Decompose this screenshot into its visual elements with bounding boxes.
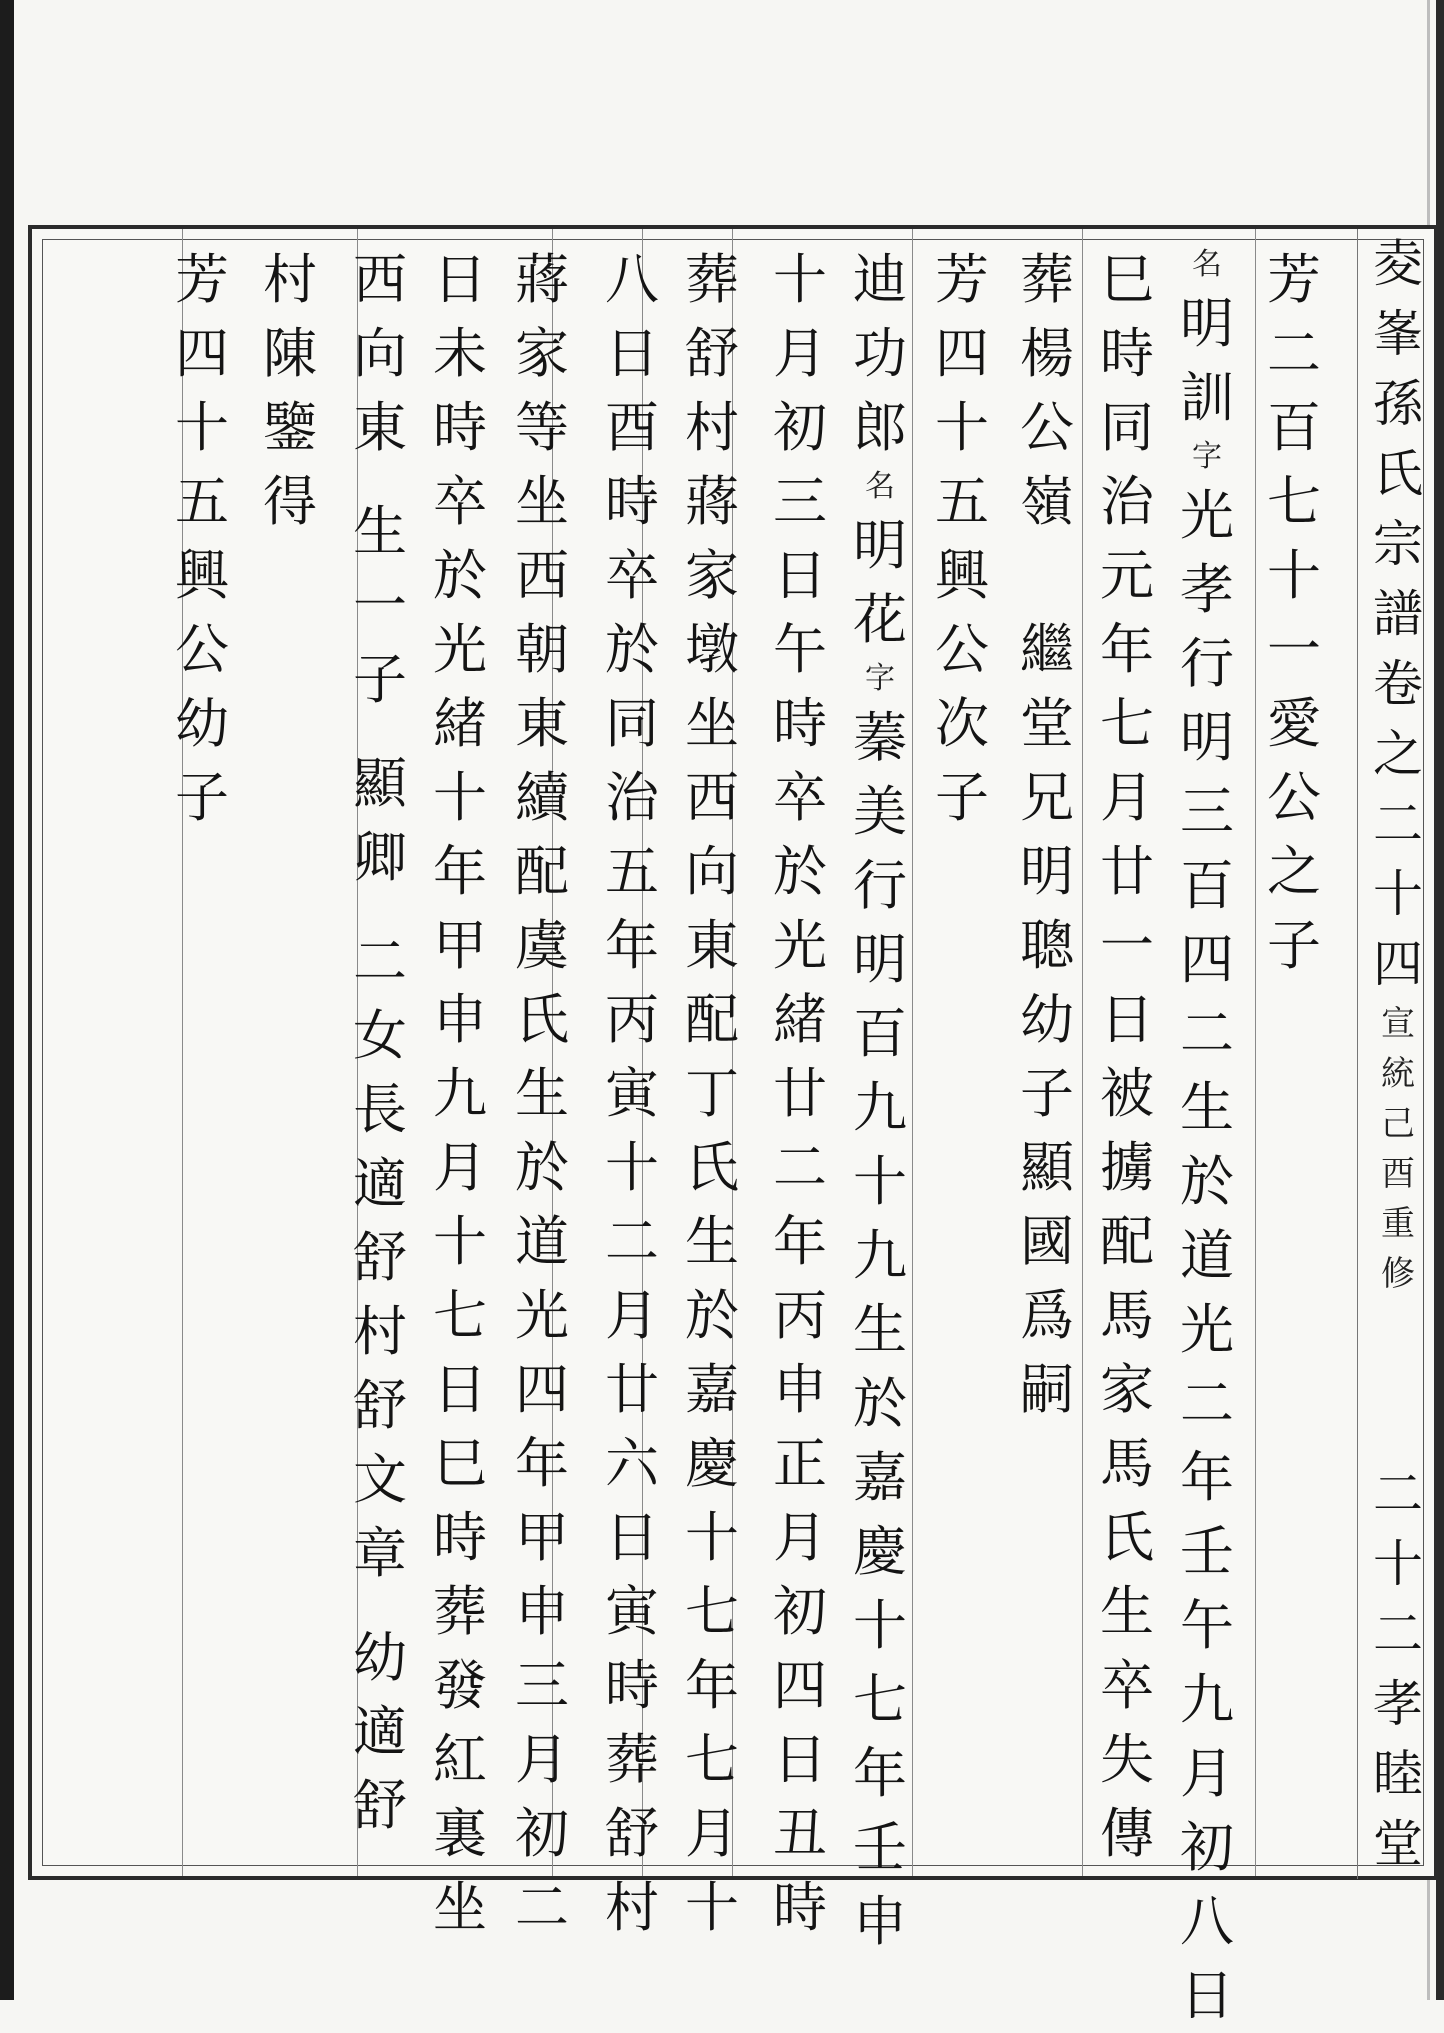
text-char: 二	[1180, 1372, 1234, 1435]
text-char: 三	[1180, 780, 1234, 843]
text-char: 五	[605, 840, 659, 903]
text-char: 兄	[1020, 766, 1074, 829]
text-char: 嘉	[853, 1446, 907, 1509]
text-char: 村	[263, 248, 317, 311]
text-char: 廿	[1100, 840, 1154, 903]
text-char: 廿	[605, 1358, 659, 1421]
text-column-c8	[672, 243, 752, 1939]
hall-char: 孝	[1373, 1675, 1423, 1733]
text-char: 舒	[353, 1226, 407, 1289]
text-char: 生	[1100, 1580, 1154, 1643]
text-char: 七	[1267, 470, 1321, 533]
text-column-c9	[592, 243, 672, 1939]
text-char: 文	[353, 1448, 407, 1511]
text-char: 子	[353, 648, 407, 711]
text-char: 興	[175, 544, 229, 607]
text-char: 幼	[175, 692, 229, 755]
text-char: 迪	[853, 248, 907, 311]
text-char: 九	[433, 1062, 487, 1125]
text-char: 十	[175, 396, 229, 459]
volume-label	[1373, 649, 1423, 999]
text-char: 二	[515, 1876, 569, 1939]
text-char: 於	[515, 1136, 569, 1199]
text-char: 墩	[685, 618, 739, 681]
text-char: 堂	[1020, 692, 1074, 755]
text-char: 於	[853, 1372, 907, 1435]
text-char: 初	[773, 396, 827, 459]
text-char: 初	[773, 1580, 827, 1643]
text-char: 氏	[515, 988, 569, 1051]
text-char: 楊	[1020, 322, 1074, 385]
text-char: 於	[1180, 1150, 1234, 1213]
text-char: 明	[853, 928, 907, 991]
text-char: 百	[1180, 854, 1234, 917]
text-char: 擄	[1100, 1136, 1154, 1199]
text-char: 月	[515, 1728, 569, 1791]
title-char: 氏	[1373, 445, 1423, 503]
text-char: 西	[515, 544, 569, 607]
text-char: 八	[1180, 1890, 1234, 1953]
text-char: 十	[605, 1136, 659, 1199]
text-char: 光	[433, 618, 487, 681]
text-char: 明	[1180, 706, 1234, 769]
text-char: 十	[935, 396, 989, 459]
text-char: 於	[605, 618, 659, 681]
volume-char: 十	[1373, 865, 1423, 923]
folio-char: 十	[1373, 1535, 1423, 1593]
text-char: 東	[515, 692, 569, 755]
text-column-c11	[420, 243, 500, 1939]
text-char: 明	[1020, 840, 1074, 903]
text-char: 嘉	[685, 1358, 739, 1421]
text-char: 虞	[515, 914, 569, 977]
text-char: 家	[1100, 1358, 1154, 1421]
text-char: 卒	[773, 766, 827, 829]
text-char: 西	[353, 248, 407, 311]
text-char: 舒	[685, 322, 739, 385]
text-char: 申	[853, 1890, 907, 1953]
text-column-c1	[1254, 243, 1334, 1843]
text-char: 百	[853, 1002, 907, 1065]
text-char: 月	[1100, 766, 1154, 829]
text-char: 光	[773, 914, 827, 977]
title-char: 夌	[1373, 235, 1423, 293]
text-char: 甲	[515, 1506, 569, 1569]
text-char: 正	[773, 1432, 827, 1495]
text-char: 午	[773, 618, 827, 681]
text-char: 治	[605, 766, 659, 829]
text-char: 陳	[263, 322, 317, 385]
text-char: 公	[1267, 766, 1321, 829]
text-char: 子	[935, 766, 989, 829]
text-char: 蔣	[685, 470, 739, 533]
text-char: 五	[175, 470, 229, 533]
text-column-c6	[840, 243, 920, 1953]
text-char: 葬	[605, 1728, 659, 1791]
text-char: 二	[1180, 1002, 1234, 1065]
edition-char: 修	[1381, 1254, 1415, 1294]
text-char: 二	[773, 1136, 827, 1199]
text-char: 裏	[433, 1802, 487, 1865]
text-column-c14	[162, 243, 242, 1843]
text-char: 村	[685, 396, 739, 459]
annotation-char: 字	[865, 661, 895, 696]
text-char: 二	[605, 1210, 659, 1273]
book-title	[1373, 229, 1423, 649]
text-char: 時	[433, 1506, 487, 1569]
text-char: 失	[1100, 1728, 1154, 1791]
text-char: 嗣	[1020, 1358, 1074, 1421]
text-char: 國	[1020, 1210, 1074, 1273]
text-char: 卒	[433, 470, 487, 533]
text-char: 日	[433, 248, 487, 311]
edition-char: 酉	[1381, 1154, 1415, 1194]
text-char: 九	[853, 1224, 907, 1287]
text-char: 顯	[353, 752, 407, 815]
text-char: 子	[1267, 914, 1321, 977]
text-char: 緒	[433, 692, 487, 755]
volume-char: 之	[1373, 725, 1423, 783]
text-char: 訓	[1180, 366, 1234, 429]
text-char: 之	[1267, 840, 1321, 903]
text-char: 馬	[1100, 1284, 1154, 1347]
text-char: 十	[853, 1150, 907, 1213]
text-char: 舒	[353, 1774, 407, 1837]
text-char: 丑	[773, 1802, 827, 1865]
book-margin-column	[1357, 229, 1438, 1879]
text-char: 七	[685, 1728, 739, 1791]
text-char: 西	[685, 766, 739, 829]
text-char: 日	[433, 1358, 487, 1421]
text-char: 一	[1267, 618, 1321, 681]
text-char: 日	[605, 322, 659, 385]
text-char: 壬	[853, 1816, 907, 1879]
text-char: 四	[175, 322, 229, 385]
text-column-c2	[1167, 243, 1247, 2027]
text-char: 生	[353, 500, 407, 563]
text-char: 東	[353, 396, 407, 459]
text-char: 年	[773, 1210, 827, 1273]
text-char: 光	[1180, 1298, 1234, 1361]
text-column-c13	[250, 243, 330, 1843]
text-char: 二	[1267, 322, 1321, 385]
text-char: 村	[605, 1876, 659, 1939]
text-char: 孝	[1180, 558, 1234, 621]
text-char: 初	[1180, 1816, 1234, 1879]
text-char: 馬	[1100, 1432, 1154, 1495]
text-char: 月	[433, 1136, 487, 1199]
text-char: 光	[515, 1284, 569, 1347]
text-char: 章	[353, 1522, 407, 1585]
text-char: 葬	[433, 1580, 487, 1643]
text-char: 氏	[1100, 1506, 1154, 1569]
title-char: 譜	[1373, 585, 1423, 643]
text-char: 十	[853, 1594, 907, 1657]
text-char: 於	[773, 840, 827, 903]
text-char: 日	[1100, 988, 1154, 1051]
text-char: 家	[515, 322, 569, 385]
text-char: 公	[935, 618, 989, 681]
text-char: 明	[1180, 292, 1234, 355]
hall-name	[1373, 1669, 1423, 1879]
text-frame	[28, 225, 1438, 2027]
text-char: 公	[175, 618, 229, 681]
text-char: 十	[433, 1210, 487, 1273]
text-char: 申	[515, 1580, 569, 1643]
text-char: 朝	[515, 618, 569, 681]
text-char: 甲	[433, 914, 487, 977]
text-char: 寅	[605, 1580, 659, 1643]
text-char: 年	[1100, 618, 1154, 681]
text-char: 五	[935, 470, 989, 533]
text-char: 巳	[433, 1432, 487, 1495]
text-char: 初	[515, 1802, 569, 1865]
text-char: 適	[353, 1700, 407, 1763]
text-char: 次	[935, 692, 989, 755]
annotation-char: 名	[865, 469, 895, 504]
text-char: 家	[685, 544, 739, 607]
text-char: 行	[853, 854, 907, 917]
edition-char: 己	[1381, 1104, 1415, 1144]
text-column-c7	[760, 243, 840, 1939]
text-char: 時	[433, 396, 487, 459]
text-char: 月	[685, 1802, 739, 1865]
text-char: 村	[353, 1300, 407, 1363]
text-char: 時	[605, 470, 659, 533]
text-char: 寅	[605, 1062, 659, 1125]
hall-char: 堂	[1373, 1815, 1423, 1873]
text-char: 八	[605, 248, 659, 311]
text-char: 年	[853, 1742, 907, 1805]
text-char: 蓁	[853, 706, 907, 769]
text-char: 七	[1100, 692, 1154, 755]
edition-label	[1381, 999, 1415, 1299]
text-char: 紅	[433, 1728, 487, 1791]
text-char: 年	[605, 914, 659, 977]
text-char: 向	[685, 840, 739, 903]
text-char: 公	[1020, 396, 1074, 459]
text-char: 未	[433, 322, 487, 385]
text-char: 十	[685, 1506, 739, 1569]
text-char: 四	[773, 1654, 827, 1717]
text-char: 日	[605, 1506, 659, 1569]
text-char: 年	[433, 840, 487, 903]
text-char: 月	[605, 1284, 659, 1347]
text-char: 申	[433, 988, 487, 1051]
text-char: 葬	[685, 248, 739, 311]
text-char: 生	[853, 1298, 907, 1361]
text-char: 月	[773, 322, 827, 385]
annotation-char: 名	[1192, 247, 1222, 282]
text-char: 子	[1020, 1062, 1074, 1125]
text-char: 二	[353, 930, 407, 993]
text-char: 於	[685, 1284, 739, 1347]
text-char: 得	[263, 470, 317, 533]
text-char: 美	[853, 780, 907, 843]
text-char: 巳	[1100, 248, 1154, 311]
text-char: 傳	[1100, 1802, 1154, 1865]
text-char: 七	[685, 1580, 739, 1643]
text-char: 坐	[685, 692, 739, 755]
text-char: 行	[1180, 632, 1234, 695]
text-char: 芳	[175, 248, 229, 311]
folio-char: 二	[1373, 1605, 1423, 1663]
text-char: 時	[605, 1654, 659, 1717]
text-char: 日	[773, 1728, 827, 1791]
text-char: 年	[1180, 1446, 1234, 1509]
annotation-char: 字	[1192, 439, 1222, 474]
hall-char: 睦	[1373, 1745, 1423, 1803]
text-char: 丙	[773, 1284, 827, 1347]
text-char: 配	[1100, 1210, 1154, 1273]
text-char: 發	[433, 1654, 487, 1717]
text-char: 卒	[605, 544, 659, 607]
text-char: 續	[515, 766, 569, 829]
folio-number	[1373, 1459, 1423, 1669]
text-char: 丁	[685, 1062, 739, 1125]
text-char: 坐	[515, 470, 569, 533]
text-char: 道	[1180, 1224, 1234, 1287]
text-char: 舒	[605, 1802, 659, 1865]
text-char: 百	[1267, 396, 1321, 459]
text-char: 一	[353, 574, 407, 637]
text-char: 同	[1100, 396, 1154, 459]
text-char: 芳	[935, 248, 989, 311]
title-char: 孫	[1373, 375, 1423, 433]
text-char: 配	[685, 988, 739, 1051]
text-char: 十	[1267, 544, 1321, 607]
text-char: 時	[1100, 322, 1154, 385]
text-char: 慶	[853, 1520, 907, 1583]
text-char: 郎	[853, 396, 907, 459]
text-char: 於	[433, 544, 487, 607]
text-char: 向	[353, 322, 407, 385]
text-char: 三	[773, 470, 827, 533]
text-char: 芳	[1267, 248, 1321, 311]
text-char: 生	[515, 1062, 569, 1125]
text-char: 日	[773, 544, 827, 607]
text-char: 慶	[685, 1432, 739, 1495]
text-char: 七	[433, 1284, 487, 1347]
text-char: 六	[605, 1432, 659, 1495]
text-char: 十	[773, 248, 827, 311]
text-char: 年	[685, 1654, 739, 1717]
text-column-c10	[502, 243, 582, 1939]
text-char: 等	[515, 396, 569, 459]
text-char: 元	[1100, 544, 1154, 607]
text-char: 配	[515, 840, 569, 903]
text-char: 氏	[685, 1136, 739, 1199]
text-char: 四	[515, 1358, 569, 1421]
text-char: 卿	[353, 826, 407, 889]
text-char: 緒	[773, 988, 827, 1051]
text-char: 鑒	[263, 396, 317, 459]
text-char: 爲	[1020, 1284, 1074, 1347]
text-char: 申	[773, 1358, 827, 1421]
text-char: 卒	[1100, 1654, 1154, 1717]
volume-char: 四	[1373, 935, 1423, 993]
text-char: 東	[685, 914, 739, 977]
text-char: 午	[1180, 1594, 1234, 1657]
text-char: 被	[1100, 1062, 1154, 1125]
text-column-c4	[1007, 243, 1087, 1843]
text-char: 幼	[353, 1626, 407, 1689]
text-char: 興	[935, 544, 989, 607]
text-char: 愛	[1267, 692, 1321, 755]
volume-char: 二	[1373, 795, 1423, 853]
text-char: 顯	[1020, 1136, 1074, 1199]
text-char: 三	[515, 1654, 569, 1717]
text-column-c12	[340, 243, 420, 1843]
text-char: 月	[773, 1506, 827, 1569]
page-edge-left	[0, 0, 14, 2000]
text-char: 年	[515, 1432, 569, 1495]
text-char: 光	[1180, 484, 1234, 547]
volume-char: 卷	[1373, 655, 1423, 713]
text-char: 四	[1180, 928, 1234, 991]
text-char: 月	[1180, 1742, 1234, 1805]
title-char: 宗	[1373, 515, 1423, 573]
text-char: 四	[935, 322, 989, 385]
text-char: 酉	[605, 396, 659, 459]
edition-char: 宣	[1381, 1004, 1415, 1044]
text-char: 適	[353, 1152, 407, 1215]
text-char: 十	[685, 1876, 739, 1939]
text-char: 幼	[1020, 988, 1074, 1051]
text-char: 道	[515, 1210, 569, 1273]
text-char: 坐	[433, 1876, 487, 1939]
text-column-c3	[1087, 243, 1167, 1865]
text-char: 明	[853, 514, 907, 577]
text-char: 時	[773, 692, 827, 755]
text-char: 蔣	[515, 248, 569, 311]
edition-char: 統	[1381, 1054, 1415, 1094]
text-char: 生	[685, 1210, 739, 1273]
text-column-c5	[922, 243, 1002, 1843]
text-char: 丙	[605, 988, 659, 1051]
text-char: 十	[433, 766, 487, 829]
text-char: 子	[175, 766, 229, 829]
text-char: 同	[605, 692, 659, 755]
text-char: 壬	[1180, 1520, 1234, 1583]
text-char: 功	[853, 322, 907, 385]
title-char: 峯	[1373, 305, 1423, 363]
text-char: 日	[1180, 1964, 1234, 2027]
text-char: 長	[353, 1078, 407, 1141]
text-char: 生	[1180, 1076, 1234, 1139]
text-char: 七	[853, 1668, 907, 1731]
text-char: 九	[1180, 1668, 1234, 1731]
text-char: 舒	[353, 1374, 407, 1437]
text-char: 嶺	[1020, 470, 1074, 533]
text-char: 葬	[1020, 248, 1074, 311]
text-char: 繼	[1020, 618, 1074, 681]
text-char: 花	[853, 588, 907, 651]
text-char: 聰	[1020, 914, 1074, 977]
text-char: 治	[1100, 470, 1154, 533]
text-char: 時	[773, 1876, 827, 1939]
edition-char: 重	[1381, 1204, 1415, 1244]
text-char: 廿	[773, 1062, 827, 1125]
folio-char: 二	[1373, 1465, 1423, 1523]
text-char: 九	[853, 1076, 907, 1139]
text-char: 一	[1100, 914, 1154, 977]
text-char: 女	[353, 1004, 407, 1067]
